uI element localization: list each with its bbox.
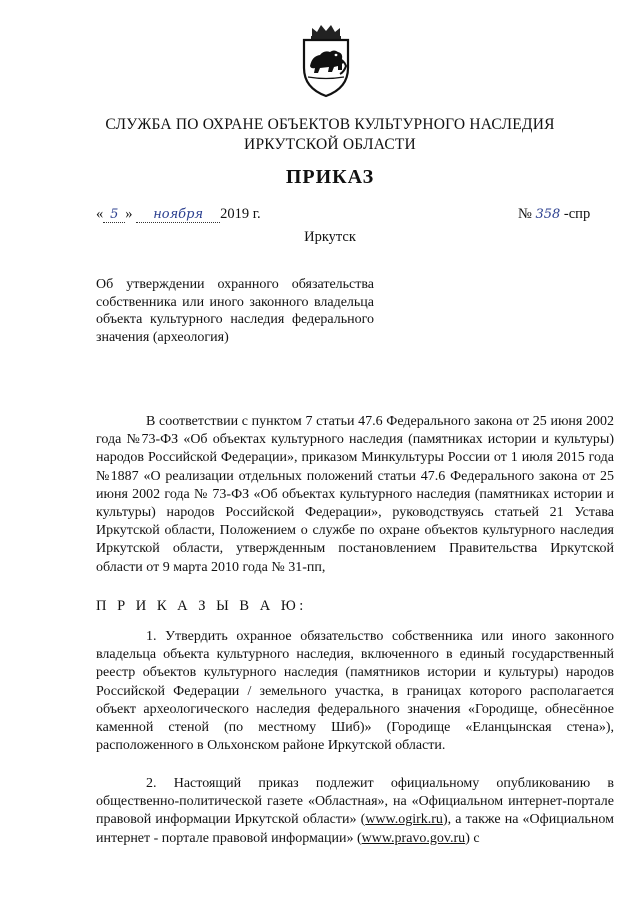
- date-day: 5: [103, 207, 125, 223]
- ogirk-link[interactable]: www.ogirk.ru: [365, 812, 443, 828]
- document-type-title: ПРИКАЗ: [285, 166, 375, 188]
- item2-text-part3: ) с: [465, 830, 480, 846]
- pravo-link[interactable]: www.pravo.gov.ru: [361, 830, 466, 846]
- date-close-quote: »: [125, 206, 133, 222]
- number-suffix: -спр: [563, 206, 591, 222]
- date-month: ноября: [136, 207, 220, 223]
- document-number: [518, 206, 590, 223]
- preamble-paragraph: В соответствии с пунктом 7 статьи 47.6 Федерального закона от 25 июня 2002 года №73-ФЗ «Об объектах культурного наследия (памятниках истории и культуры) народов Российской Федерации», приказом Минкультуры России от 1 июля 2015 года №1887 «О реализации отдельных положений статьи 47.6 Федерального закона от 25 июня 2002 года № 73-ФЗ «Об объектах культурного наследия (памятниках истории и культуры) народов Российской Федерации», руководствуясь статьей 21 Устава Иркутской области, Положением о службе по охране объектов культурного наследия Иркутской области, утвержденным постановлением Правительства Иркутской области от 9 марта 2010 года № 31-пп,: [96, 414, 614, 575]
- document-date: [96, 206, 261, 223]
- document-subject: Об утверждении охранного обязательства собственника или иного законного владельца объекта культурного наследия федерального значения (археология): [96, 277, 374, 345]
- date-year: 2019 г.: [220, 206, 261, 222]
- number-value: 358: [535, 207, 561, 222]
- coat-of-arms-icon: [298, 22, 354, 98]
- organization-name-line1: СЛУЖБА ПО ОХРАНЕ ОБЪЕКТОВ КУЛЬТУРНОГО НАСЛЕДИЯ: [105, 116, 555, 133]
- item2-text-part2: ), а также на «Официальном интернет - портале правовой информации» (: [96, 812, 614, 846]
- order-item-2: [96, 775, 614, 848]
- date-open-quote: «: [96, 206, 104, 222]
- order-heading: П Р И К А З Ы В А Ю:: [96, 598, 307, 614]
- number-prefix: №: [518, 206, 532, 222]
- item2-text-part1: 2. Настоящий приказ подлежит официальному опубликованию в общественно-политической газете «Областная», на «Официальном интернет-портале правовой информации Иркутской области» (: [96, 776, 614, 828]
- city-name: Иркутск: [304, 229, 356, 245]
- order-item-1: 1. Утвердить охранное обязательство собственника или иного законного владельца объекта культурного наследия, включенного в единый государственный реестр объектов культурного наследия (памятников истории и культуры) народов Российской Федерации / земельного участка, в границах которого располагается объект археологического наследия федерального значения «Городище, обнесённое каменной стеной (по местному Шиб)» (Городище «Еланцынская стена»), расположенного в Ольхонском районе Иркутской области.: [96, 629, 614, 754]
- organization-name-line2: ИРКУТСКОЙ ОБЛАСТИ: [244, 136, 416, 153]
